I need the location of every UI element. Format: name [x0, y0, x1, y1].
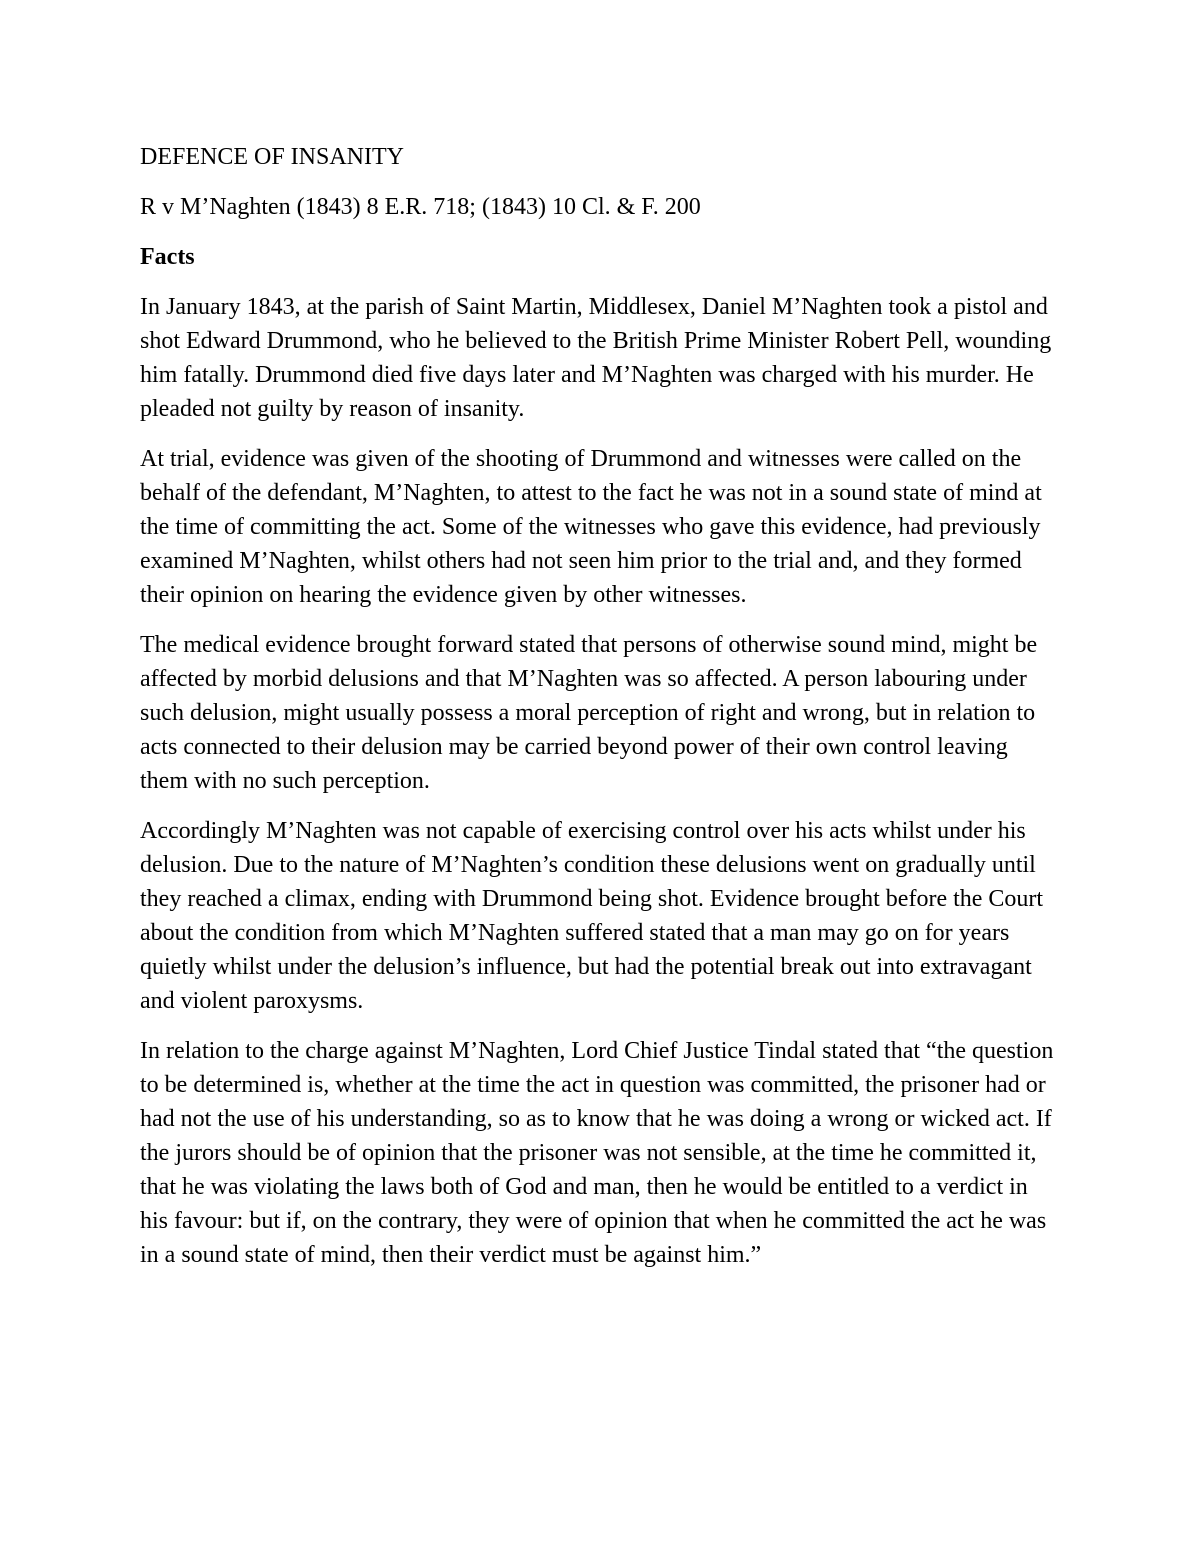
- paragraph-medical-evidence: The medical evidence brought forward stated that persons of otherwise sound mind, might be affected by morbid delusions and that M’Naghten was so affected. A person labouring under such delusion, might usually possess a moral perception of right and wrong, but in relation to acts connected to their delusion may be carried beyond power of their own control leaving them with no such perception.: [140, 632, 1038, 794]
- paragraph-delusion-condition: Accordingly M’Naghten was not capable of exercising control over his acts whilst under his delusion. Due to the nature of M’Naghten’s condition these delusions went on gradually until they reached a climax, ending with Drummond being shot. Evidence brought before the Court about the condition from which M’Naghten suffered stated that a man may go on for years quietly whilst under the delusion’s influence, but had the potential break out into extravagant and violent paroxysms.: [140, 818, 1044, 1014]
- document-body: [140, 140, 1060, 1288]
- section-heading-facts: Facts: [140, 244, 195, 270]
- paragraph-tindal-statement: In relation to the charge against M’Naghten, Lord Chief Justice Tindal stated that “the question to be determined is, whether at the time the act in question was committed, the prisoner had or had not the use of his understanding, so as to know that he was doing a wrong or wicked act. If the jurors should be of opinion that the prisoner was not sensible, at the time he committed it, that he was violating the laws both of God and man, then he would be entitled to a verdict in his favour: but if, on the contrary, they were of opinion that when he committed the act he was in a sound state of mind, then their verdict must be against him.”: [140, 1038, 1054, 1268]
- case-citation: R v M’Naghten (1843) 8 E.R. 718; (1843) 10 Cl. & F. 200: [140, 194, 701, 220]
- document-title: DEFENCE OF INSANITY: [140, 144, 404, 170]
- paragraph-trial-evidence: At trial, evidence was given of the shooting of Drummond and witnesses were called on the behalf of the defendant, M’Naghten, to attest to the fact he was not in a sound state of mind at the time of committing the act. Some of the witnesses who gave this evidence, had previously examined M’Naghten, whilst others had not seen him prior to the trial and, and they formed their opinion on hearing the evidence given by other witnesses.: [140, 446, 1042, 608]
- paragraph-background: In January 1843, at the parish of Saint Martin, Middlesex, Daniel M’Naghten took a pistol and shot Edward Drummond, who he believed to the British Prime Minister Robert Pell, wounding him fatally. Drummond died five days later and M’Naghten was charged with his murder. He pleaded not guilty by reason of insanity.: [140, 294, 1052, 422]
